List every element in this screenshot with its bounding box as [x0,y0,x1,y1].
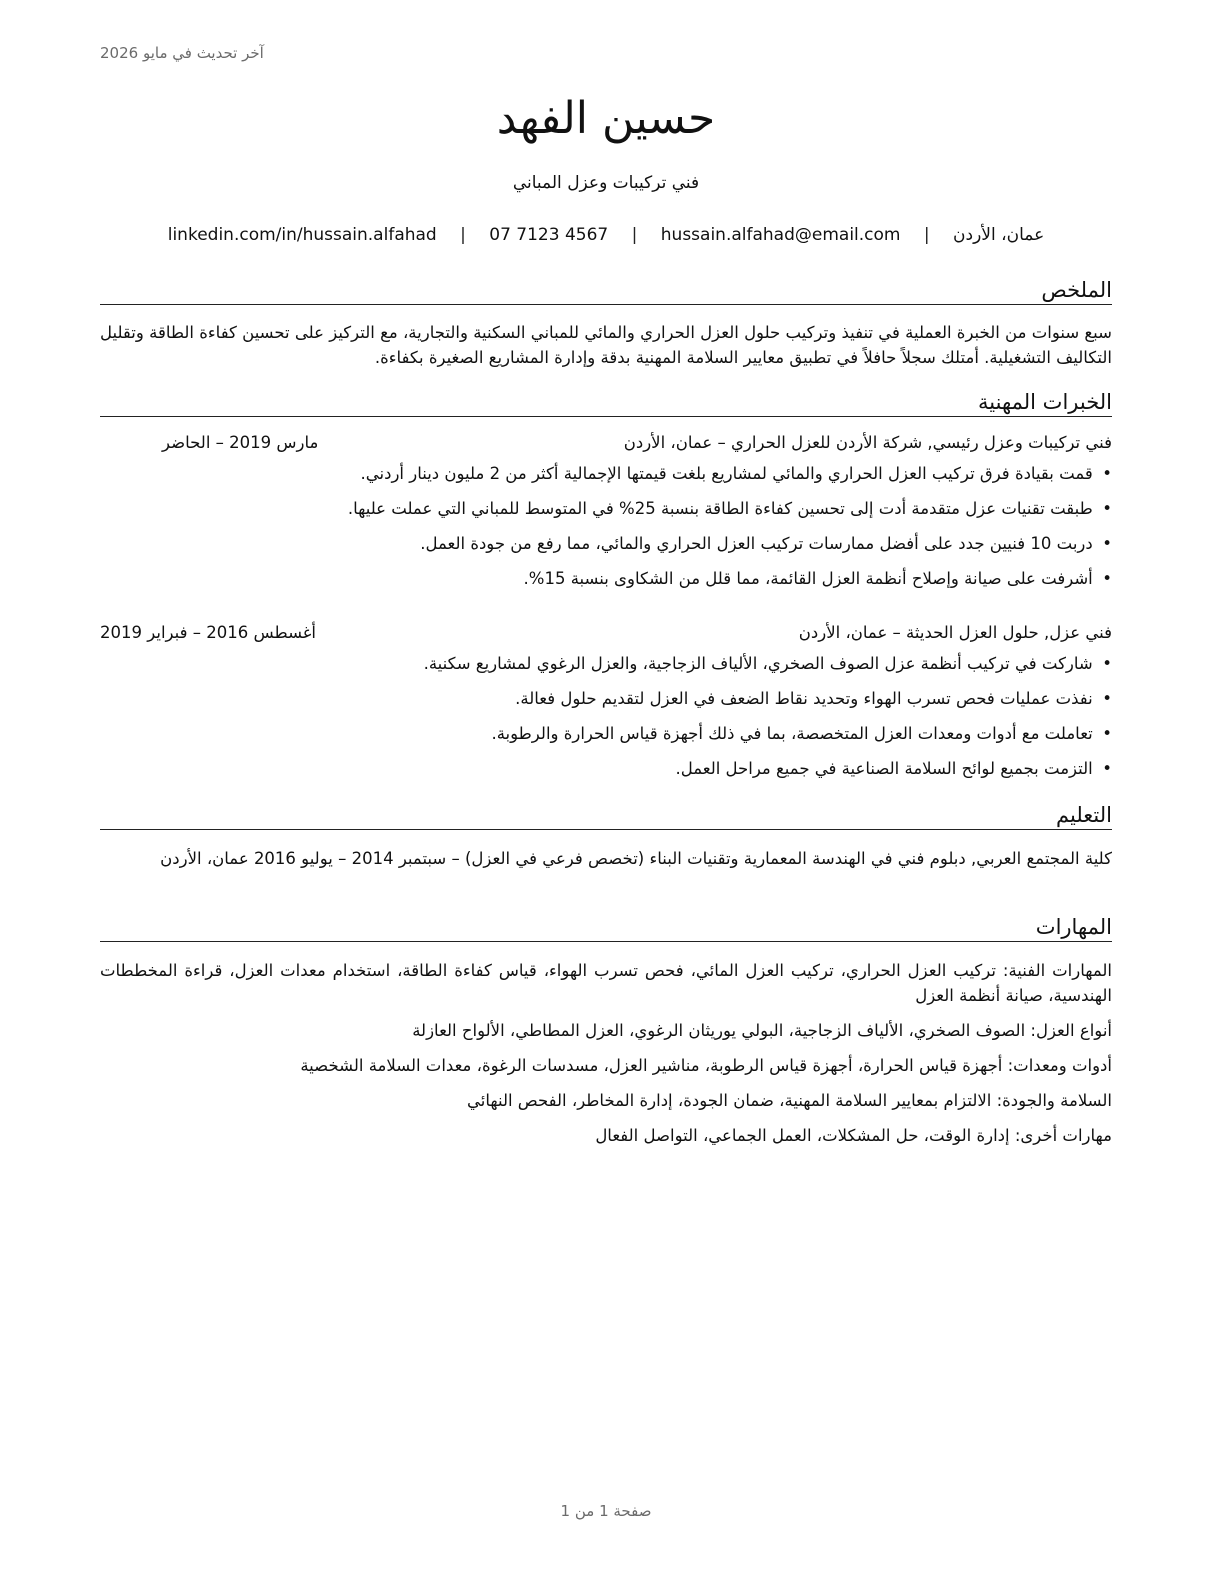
job-bullets [100,461,1112,601]
job-dates: أغسطس 2016 – فبراير 2019 [100,623,316,642]
job-bullet: • تعاملت مع أدوات ومعدات العزل المتخصصة، بما في ذلك أجهزة قياس الحرارة والرطوبة. [491,724,1112,743]
contact-line [100,222,1112,248]
resume-page [100,0,1112,1584]
contact-email[interactable]: hussain.alfahad@email.com [660,225,901,245]
last-updated-note: آخر تحديث في مايو 2026 [100,44,264,62]
page-number: صفحة 1 من 1 [560,1502,652,1520]
contact-location: عمان، الأردن [953,225,1045,245]
skill-line: أنواع العزل: الصوف الصخري، الألياف الزجاجية، البولي يوريثان الرغوي، العزل المطاطي، الألواح العازلة [412,1021,1112,1040]
job-bullet: • شاركت في تركيب أنظمة عزل الصوف الصخري، الألياف الزجاجية، والعزل الرغوي لمشاريع سكنية. [423,654,1112,673]
job-bullet: • أشرفت على صيانة وإصلاح أنظمة العزل القائمة، مما قلل من الشكاوى بنسبة 15%. [523,569,1112,588]
education-heading: التعليم [100,801,1112,830]
job-header [100,620,1112,646]
summary-text: سبع سنوات من الخبرة العملية في تنفيذ وتركيب حلول العزل الحراري والمائي للمباني السكنية والتجارية، مع التركيز على تحسين كفاءة الطاقة وتقليل التكاليف التشغيلية. أمتلك سجلاً حافلاً في تطبيق معايير السلامة المهنية بدقة وإدارة المشاريع الصغيرة بكفاءة. [100,323,1112,367]
experience-heading: الخبرات المهنية [100,388,1112,417]
job-bullets [100,651,1112,791]
summary-heading: الملخص [100,276,1112,305]
contact-linkedin[interactable]: linkedin.com/in/hussain.alfahad [167,225,437,245]
skills-heading: المهارات [100,913,1112,942]
job-header [100,430,1112,456]
education-text: كلية المجتمع العربي, دبلوم فني في الهندسة المعمارية وتقنيات البناء (تخصص فرعي في العزل) – سبتمبر 2014 – يوليو 2016 عمان، الأردن [160,849,1112,868]
job-bullet: • التزمت بجميع لوائح السلامة الصناعية في جميع مراحل العمل. [675,759,1112,778]
candidate-title: فني تركيبات وعزل المباني [512,173,700,193]
job-bullet: • قمت بقيادة فرق تركيب العزل الحراري والمائي لمشاريع بلغت قيمتها الإجمالية أكثر من 2 مليون دينار أردني. [360,464,1112,483]
job-role: فني عزل, حلول العزل الحديثة – عمان، الأردن [798,623,1112,642]
candidate-name: حسين الفهد [496,93,716,144]
contact-separator: | [631,225,638,245]
skill-line: مهارات أخرى: إدارة الوقت، حل المشكلات، العمل الجماعي، التواصل الفعال [595,1126,1112,1145]
job-bullet: • نفذت عمليات فحص تسرب الهواء وتحديد نقاط الضعف في العزل لتقديم حلول فعالة. [515,689,1112,708]
skill-line: أدوات ومعدات: أجهزة قياس الحرارة، أجهزة قياس الرطوبة، مناشير العزل، مسدسات الرغوة، معدات السلامة الشخصية [300,1056,1112,1075]
job-role: فني تركيبات وعزل رئيسي, شركة الأردن للعزل الحراري – عمان، الأردن [623,433,1112,452]
contact-separator: | [923,225,930,245]
skill-line: السلامة والجودة: الالتزام بمعايير السلامة المهنية، ضمان الجودة، إدارة المخاطر، الفحص النهائي [466,1091,1112,1110]
job-bullet: • دربت 10 فنيين جدد على أفضل ممارسات تركيب العزل الحراري والمائي، مما رفع من جودة العمل. [420,534,1112,553]
job-bullet: • طبقت تقنيات عزل متقدمة أدت إلى تحسين كفاءة الطاقة بنسبة 25% في المتوسط للمباني التي عملت عليها. [347,499,1112,518]
contact-phone[interactable]: 07 7123 4567 [489,225,609,245]
skill-line: المهارات الفنية: تركيب العزل الحراري، تركيب العزل المائي، فحص تسرب الهواء، قياس كفاءة الطاقة، استخدام معدات العزل، قراءة المخططات الهندسية، صيانة أنظمة العزل [100,961,1112,1005]
job-dates: مارس 2019 – الحاضر [162,433,319,452]
contact-separator: | [460,225,466,245]
